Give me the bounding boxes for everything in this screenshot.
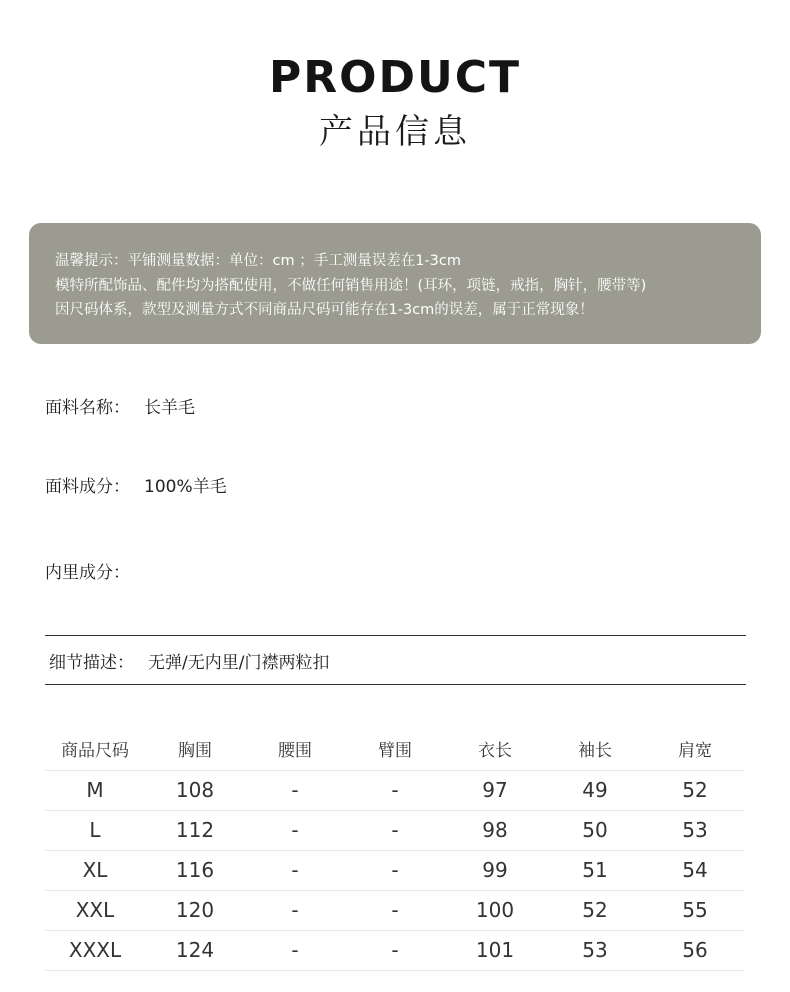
cell-arm: - <box>345 810 445 850</box>
cell-chest: 108 <box>145 770 245 810</box>
header-waist: 腰围 <box>278 741 312 762</box>
lining-composition-row <box>45 558 144 583</box>
cell-arm: - <box>345 850 445 890</box>
notice-box <box>29 223 761 344</box>
page-title-cn: 产品信息 <box>319 112 471 152</box>
cell-waist: - <box>245 890 345 930</box>
cell-size: XXXL <box>45 930 145 970</box>
header-sleeve: 袖长 <box>578 741 612 762</box>
table-row <box>45 850 745 890</box>
detail-value: 无弹/无内里/门襟两粒扣 <box>148 653 330 673</box>
cell-shoulder: 52 <box>645 770 745 810</box>
size-table <box>45 728 745 971</box>
cell-length: 100 <box>445 890 545 930</box>
fabric-name-label: 面料名称： <box>45 398 130 418</box>
fabric-name-row <box>45 393 195 418</box>
cell-arm: - <box>345 890 445 930</box>
fabric-composition-label: 面料成分： <box>45 477 130 497</box>
cell-shoulder: 56 <box>645 930 745 970</box>
cell-size: L <box>45 810 145 850</box>
header-length: 衣长 <box>478 741 512 762</box>
size-table-header <box>45 728 745 770</box>
cell-arm: - <box>345 930 445 970</box>
header-chest: 胸围 <box>178 741 212 762</box>
fabric-name-value: 长羊毛 <box>144 398 195 418</box>
table-row <box>45 810 745 850</box>
divider-bottom <box>45 684 746 685</box>
cell-chest: 120 <box>145 890 245 930</box>
cell-size: XXL <box>45 890 145 930</box>
header-arm: 臂围 <box>378 741 412 762</box>
cell-chest: 112 <box>145 810 245 850</box>
cell-waist: - <box>245 810 345 850</box>
cell-length: 97 <box>445 770 545 810</box>
detail-row <box>49 648 329 673</box>
fabric-composition-row <box>45 472 227 497</box>
detail-label: 细节描述： <box>49 653 134 673</box>
cell-sleeve: 52 <box>545 890 645 930</box>
cell-length: 101 <box>445 930 545 970</box>
table-row <box>45 930 745 970</box>
cell-sleeve: 50 <box>545 810 645 850</box>
notice-line-size-error: 因尺码体系，款型及测量方式不同商品尺码可能存在1-3cm的误差，属于正常现象！ <box>55 302 594 318</box>
cell-waist: - <box>245 770 345 810</box>
cell-chest: 124 <box>145 930 245 970</box>
lining-composition-label: 内里成分： <box>45 563 130 583</box>
cell-shoulder: 53 <box>645 810 745 850</box>
page-title-en: PRODUCT <box>268 52 522 103</box>
notice-line-units: 温馨提示：平铺测量数据：单位：cm ；手工测量误差在1-3cm <box>55 253 461 269</box>
fabric-composition-value: 100%羊毛 <box>144 477 227 497</box>
cell-sleeve: 53 <box>545 930 645 970</box>
divider-top <box>45 635 746 636</box>
cell-chest: 116 <box>145 850 245 890</box>
cell-length: 99 <box>445 850 545 890</box>
cell-waist: - <box>245 930 345 970</box>
cell-shoulder: 54 <box>645 850 745 890</box>
cell-size: M <box>45 770 145 810</box>
header-size: 商品尺码 <box>61 741 129 762</box>
cell-arm: - <box>345 770 445 810</box>
table-row <box>45 890 745 930</box>
cell-length: 98 <box>445 810 545 850</box>
size-table-body <box>45 770 745 970</box>
table-row <box>45 770 745 810</box>
cell-sleeve: 49 <box>545 770 645 810</box>
header-shoulder: 肩宽 <box>678 741 712 762</box>
cell-sleeve: 51 <box>545 850 645 890</box>
cell-waist: - <box>245 850 345 890</box>
notice-line-accessories: 模特所配饰品、配件均为搭配使用，不做任何销售用途！(耳环，项链，戒指，胸针，腰带等) <box>55 277 647 294</box>
cell-size: XL <box>45 850 145 890</box>
cell-shoulder: 55 <box>645 890 745 930</box>
